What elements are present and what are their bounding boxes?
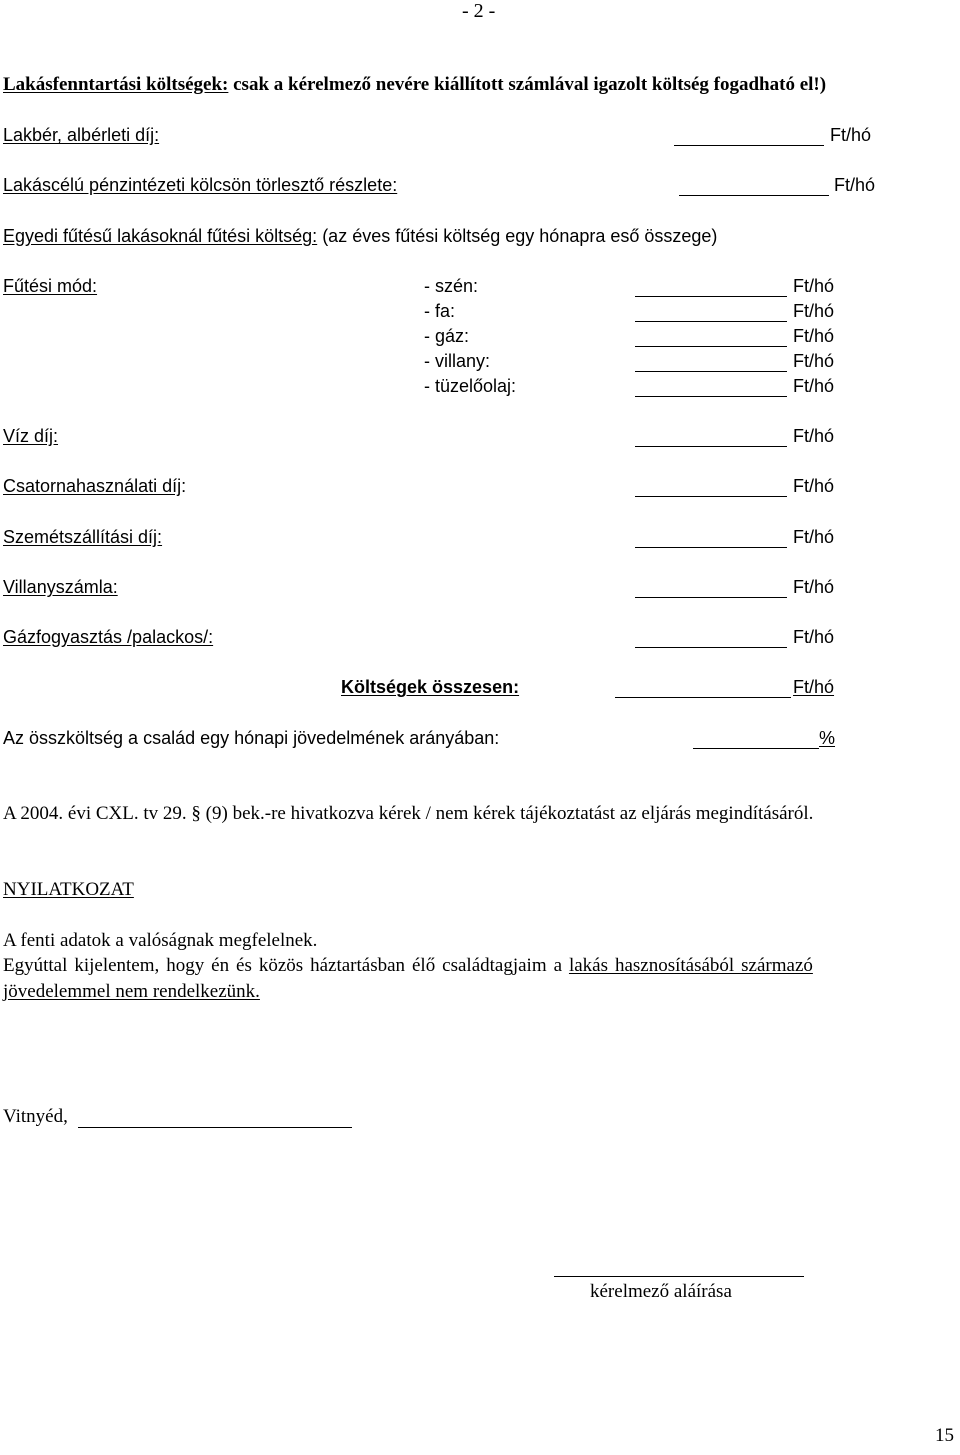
gas-bottled-label: Gázfogyasztás /palackos/: [3,627,214,647]
heating-cost-label: Egyedi fűtésű lakásoknál fűtési költség: [3,226,318,246]
heating-fa-unit: Ft/hó [793,301,835,321]
declaration-line-3: jövedelemmel nem rendelkezünk. [3,981,260,1002]
sewage-fee-label: Csatornahasználati díj [3,476,182,496]
page-number-bottom: 15 [935,1425,954,1446]
heating-szen-input-line[interactable] [635,296,787,297]
loan-unit: Ft/hó [834,175,876,195]
sewage-fee-input-line[interactable] [635,496,787,497]
loan-input-line[interactable] [679,195,829,196]
date-input-line[interactable] [78,1127,352,1128]
heating-szen-unit: Ft/hó [793,276,835,296]
law-reference-text: A 2004. évi CXL. tv 29. § (9) bek.-re hivatkozva kérek / nem kérek tájékoztatást az eljárás megindításáról. [3,803,814,824]
heating-option-szen: - szén: [424,276,479,296]
sewage-fee-line [3,475,186,497]
signature-line[interactable] [554,1276,804,1277]
heating-gaz-unit: Ft/hó [793,326,835,346]
section-heading-rest: csak a kérelmező nevére kiállított számlával igazolt költség fogadható el!) [228,74,827,95]
heating-option-villany: - villany: [424,351,491,371]
heating-mode-label: Fűtési mód: [3,276,98,296]
garbage-fee-unit: Ft/hó [793,527,835,547]
garbage-fee-input-line[interactable] [635,547,787,548]
declaration-line-1: A fenti adatok a valóságnak megfelelnek. [3,930,318,951]
rent-input-line[interactable] [674,145,824,146]
declaration-line-2-underlined: lakás hasznosításából származó [568,955,813,976]
ratio-input-line[interactable] [693,748,819,749]
total-costs-input-line[interactable] [615,697,791,698]
section-heading-label: Lakásfenntartási költségek: [3,74,229,95]
electricity-bill-label: Villanyszámla: [3,577,118,597]
heating-villany-unit: Ft/hó [793,351,835,371]
heating-tuzeloolaj-unit: Ft/hó [793,376,835,396]
electricity-bill-input-line[interactable] [635,597,787,598]
sewage-fee-unit: Ft/hó [793,476,835,496]
heating-tuzeloolaj-input-line[interactable] [635,396,787,397]
total-costs-label: Költségek összesen: [341,677,520,697]
ratio-label: Az összköltség a család egy hónapi jövedelmének arányában: [3,728,500,748]
declaration-line-2-start: Egyúttal kijelentem, hogy én és közös háztartásban élő családtagjaim a [3,955,569,976]
gas-bottled-unit: Ft/hó [793,627,835,647]
heating-option-gaz: - gáz: [424,326,470,346]
place-label: Vitnyéd, [3,1106,68,1127]
water-fee-unit: Ft/hó [793,426,835,446]
water-fee-label: Víz díj: [3,426,59,446]
gas-bottled-input-line[interactable] [635,647,787,648]
water-fee-input-line[interactable] [635,446,787,447]
heating-gaz-input-line[interactable] [635,346,787,347]
heating-villany-input-line[interactable] [635,371,787,372]
declaration-title: NYILATKOZAT [3,879,134,900]
total-costs-unit: Ft/hó [793,677,835,697]
signature-label: kérelmező aláírása [590,1281,732,1302]
heating-option-fa: - fa: [424,301,456,321]
rent-unit: Ft/hó [830,125,872,145]
heating-option-tuzeloolaj: - tüzelőolaj: [424,376,517,396]
garbage-fee-label: Szemétszállítási díj: [3,527,163,547]
heating-fa-input-line[interactable] [635,321,787,322]
page-number-top: - 2 - [462,0,496,22]
loan-label: Lakáscélú pénzintézeti kölcsön törlesztő részlete: [3,175,398,195]
sewage-fee-colon: : [181,476,187,496]
electricity-bill-unit: Ft/hó [793,577,835,597]
rent-label: Lakbér, albérleti díj: [3,125,160,145]
heating-cost-line [3,225,717,247]
section-heading [3,74,826,96]
declaration-line-2 [3,955,958,977]
heating-cost-note: (az éves fűtési költség egy hónapra eső összege) [317,226,718,246]
ratio-percent: % [819,728,836,748]
